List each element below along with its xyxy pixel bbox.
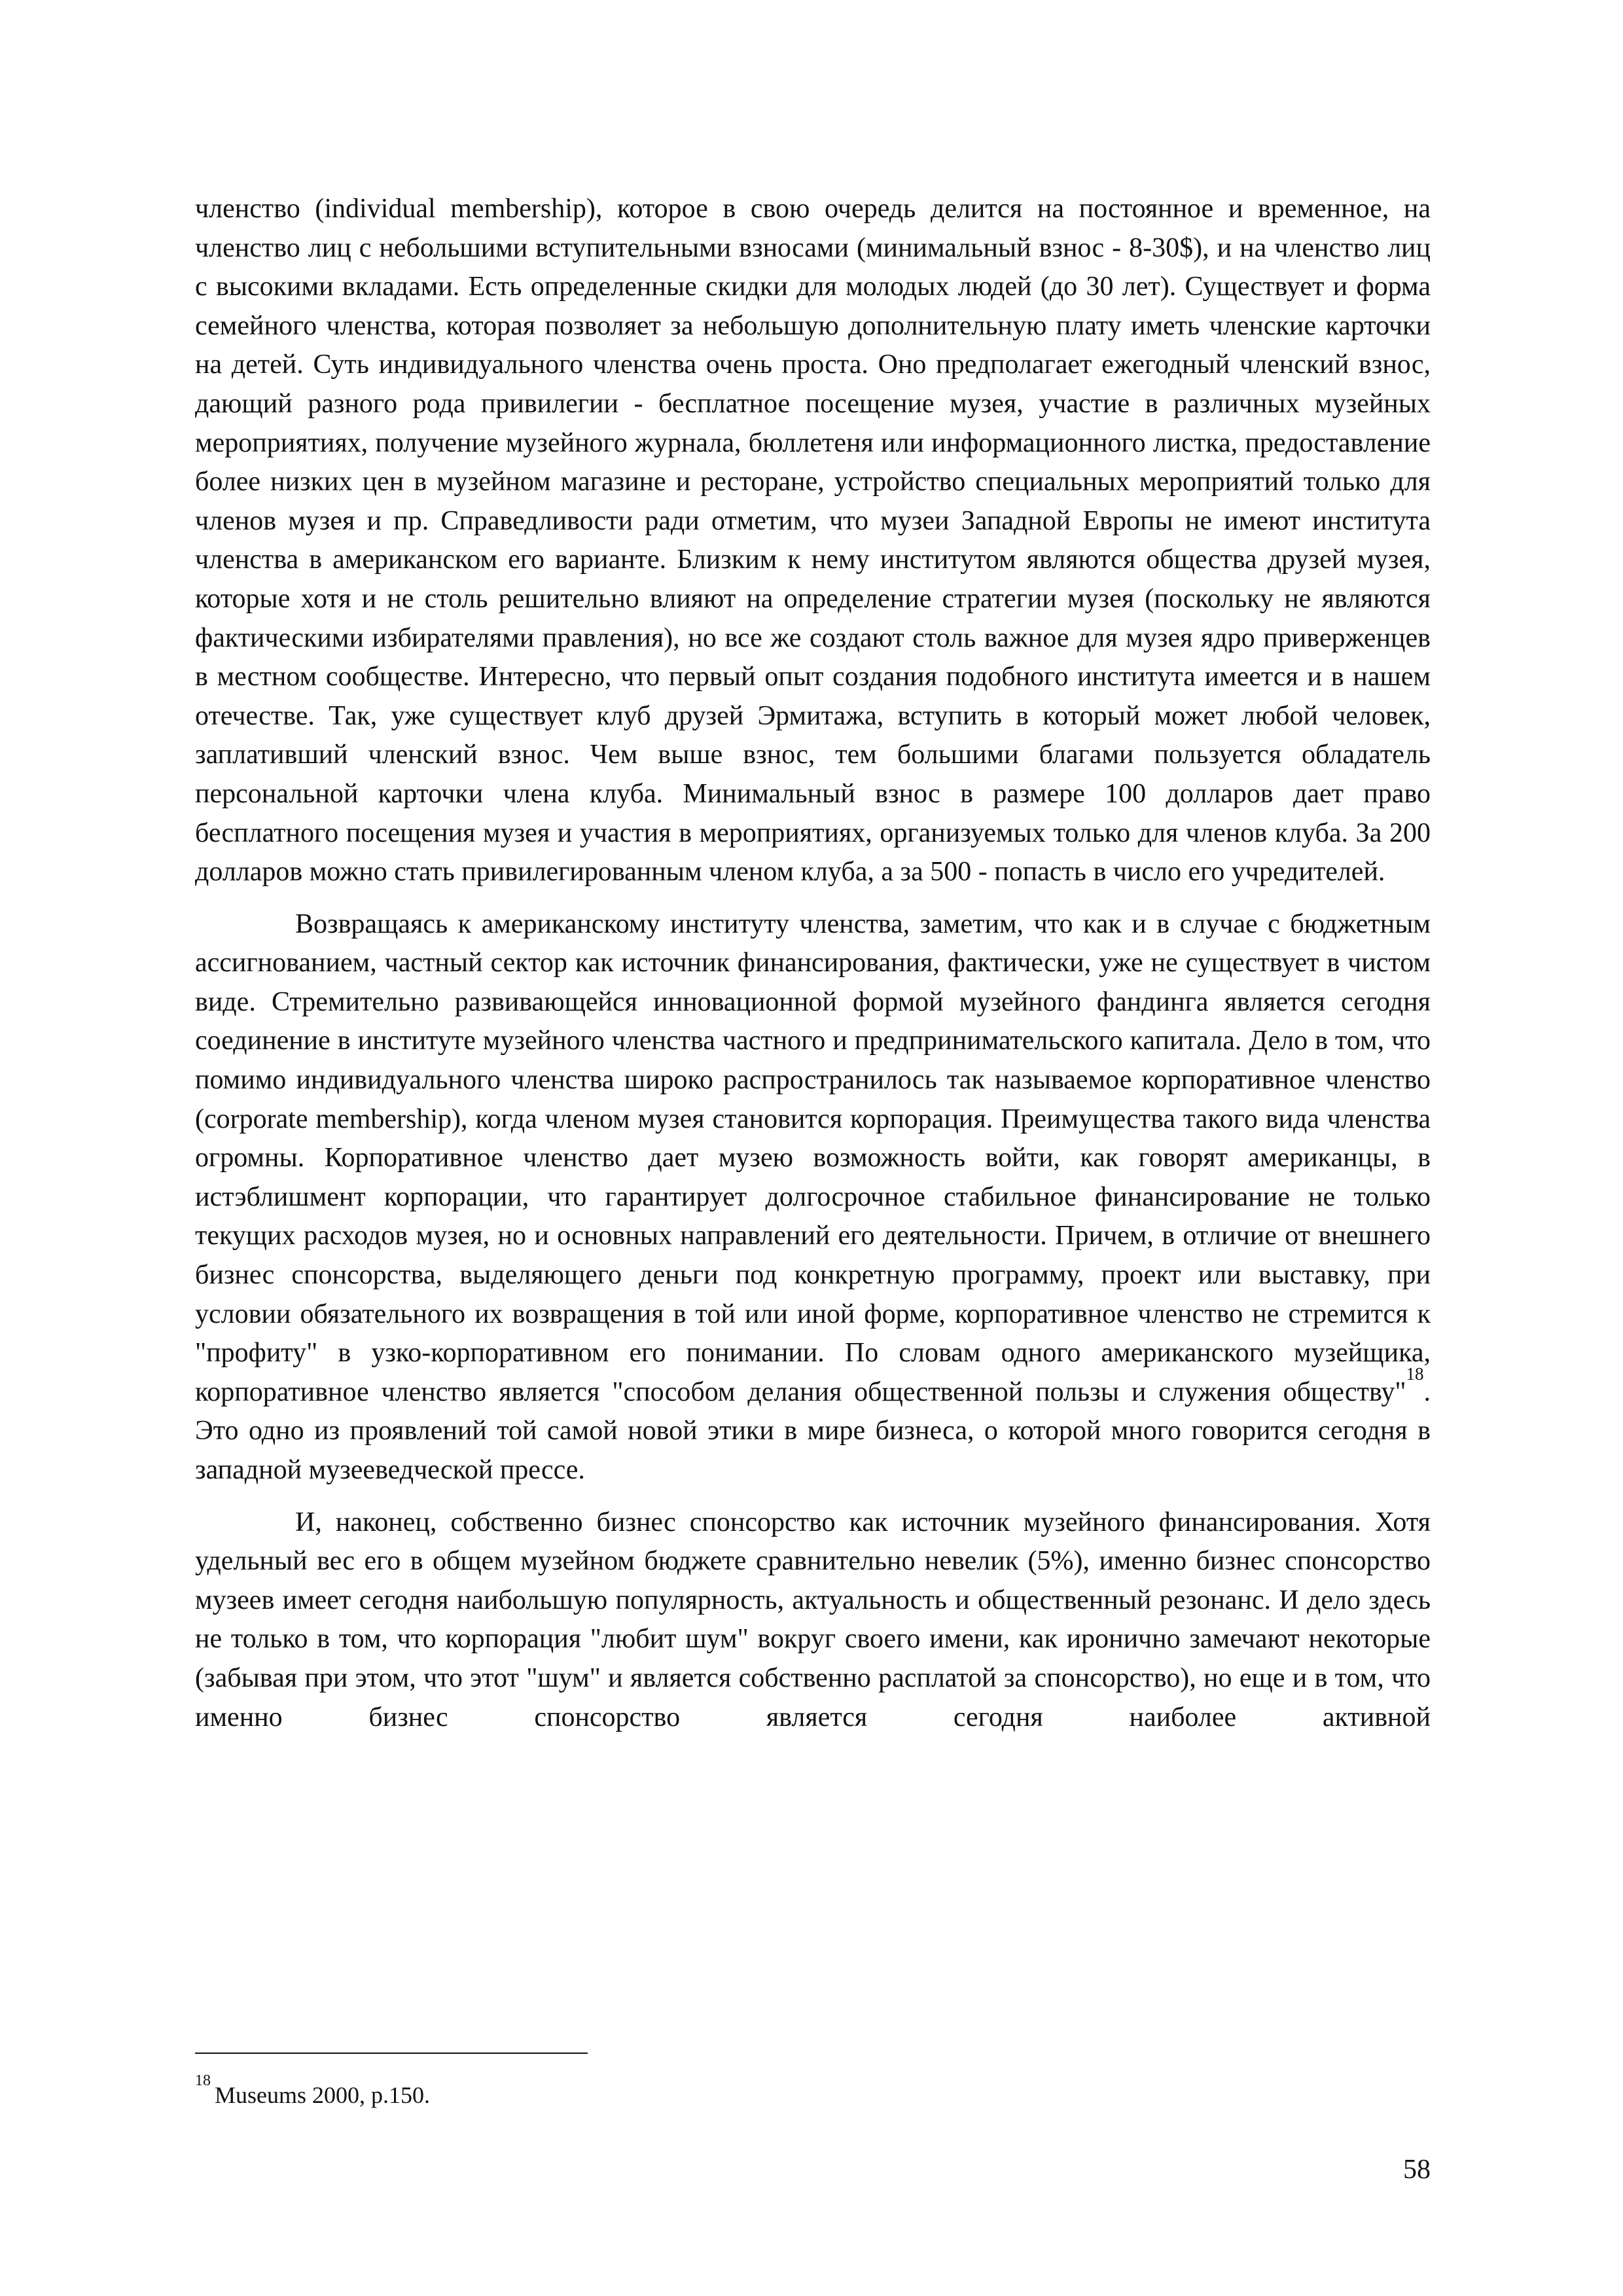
body-text [195, 190, 1431, 1737]
page-number: 58 [1403, 2155, 1431, 2185]
footnote-text: Museums 2000, p.150. [215, 2082, 431, 2108]
paragraph-corporate-membership-tail: . Это одно из проявлений той самой новой этики в мире бизнеса, о которой много говорится сегодня в западной музееведческой прессе. [195, 1376, 1431, 1485]
footnote [195, 2072, 1431, 2110]
footnote-divider [195, 2053, 588, 2054]
paragraph-membership-types: членство (individual membership), которое в свою очередь делится на постоянное и временное, на членство лиц с небольшими вступительными взносами (минимальный взнос - 8-30$), и на членство лиц с высокими вкладами. Есть определенные скидки для молодых людей (до 30 лет). Существует и форма семейного членства, которая позволяет за небольшую дополнительную плату иметь членские карточки на детей. Суть индивидуального членства очень проста. Оно предполагает ежегодный членский взнос, дающий разного рода привилегии - бесплатное посещение музея, участие в различных музейных мероприятиях, получение музейного журнала, бюллетеня или информационного листка, предоставление более низких цен в музейном магазине и ресторане, устройство специальных мероприятий только для членов музея и пр. Справедливости ради отметим, что музеи Западной Европы не имеют института членства в американском его варианте. Близким к нему институтом являются общества друзей музея, которые хотя и не столь решительно влияют на определение стратегии музея (поскольку не являются фактическими избирателями правления), но все же создают столь важное для музея ядро приверженцев в местном сообществе. Интересно, что первый опыт создания подобного института имеется и в нашем отечестве. Так, уже существует клуб друзей Эрмитажа, вступить в который может любой человек, заплативший членский взнос. Чем выше взнос, тем большими благами пользуется обладатель персональной карточки члена клуба. Минимальный взнос в размере 100 долларов дает право бесплатного посещения музея и участия в мероприятиях, организуемых только для членов клуба. За 200 долларов можно стать привилегированным членом клуба, а за 500 - попасть в число его учредителей. [195, 194, 1431, 888]
paragraph-corporate-membership [195, 905, 1431, 1490]
paragraph-business-sponsorship: И, наконец, собственно бизнес спонсорство как источник музейного финансирования. Хотя удельный вес его в общем музейном бюджете сравнительно невелик (5%), именно бизнес спонсорство музеев имеет сегодня наибольшую популярность, актуальность и общественный резонанс. И дело здесь не только в том, что корпорация "любит шум" вокруг своего имени, как иронично замечают некоторые (забывая при этом, что этот "шум" и является собственно расплатой за спонсорство), но еще и в том, что именно бизнес спонсорство является сегодня наиболее активной [195, 1507, 1431, 1732]
footnote-number: 18 [195, 2072, 211, 2089]
footnote-reference[interactable]: 18 [1406, 1363, 1424, 1384]
paragraph-corporate-membership-text: Возвращаясь к американскому институту членства, заметим, что как и в случае с бюджетным ассигнованием, частный сектор как источник финансирования, фактически, уже не существует в чистом виде. Стремительно развивающейся инновационной формой музейного фандинга является сегодня соединение в институте музейного членства частного и предпринимательского капитала. Дело в том, что помимо индивидуального членства широко распространилось так называемое корпоративное членство (corporate membership), когда членом музея становится корпорация. Преимущества такого вида членства огромны. Корпоративное членство дает музею возможность войти, как говорят американцы, в истэблишмент корпорации, что гарантирует долгосрочное стабильное финансирование не только текущих расходов музея, но и основных направлений его деятельности. Причем, в отличие от внешнего бизнес спонсорства, выделяющего деньги под конкретную программу, проект или выставку, при условии обязательного их возвращения в той или иной форме, корпоративное членство не стремится к "профиту" в узко-корпоративном его понимании. По словам одного американского музейщика, корпоративное членство является "способом делания общественной пользы и служения обществу" [195, 908, 1431, 1407]
